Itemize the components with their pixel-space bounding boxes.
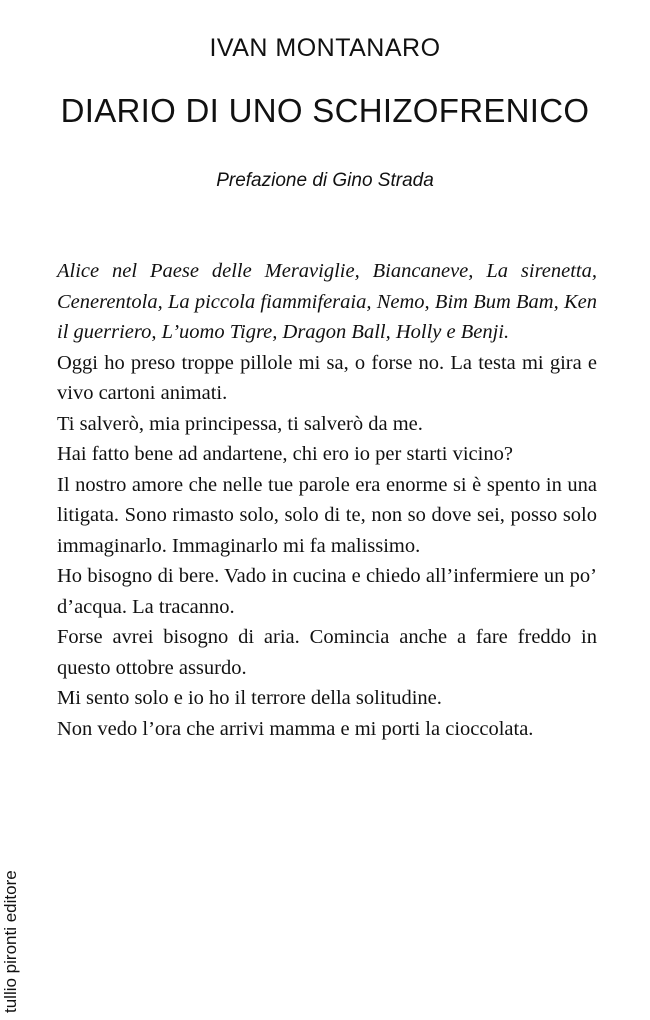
preface-credit: Prefazione di Gino Strada bbox=[216, 170, 434, 191]
paragraph-8: Non vedo l’ora che arrivi mamma e mi porti la cioccolata. bbox=[57, 717, 534, 740]
book-title: DIARIO DI UNO SCHIZOFRENICO bbox=[60, 92, 590, 129]
paragraph-4: Il nostro amore che nelle tue parole era enorme si è spento in una litigata. Sono rimasto solo, solo di te, non so dove sei, posso solo immaginarlo. Immaginarlo mi fa malissimo. bbox=[57, 473, 597, 557]
paragraph-1: Oggi ho preso troppe pillole mi sa, o forse no. La testa mi gira e vivo cartoni animati. bbox=[57, 351, 597, 404]
paragraph-2: Ti salverò, mia principessa, ti salverò da me. bbox=[57, 412, 423, 435]
paragraph-7: Mi sento solo e io ho il terrore della solitudine. bbox=[57, 687, 442, 709]
excerpt-text bbox=[57, 256, 597, 744]
paragraph-5: Ho bisogno di bere. Vado in cucina e chiedo all’infermiere un po’ d’acqua. La tracanno. bbox=[57, 565, 597, 618]
author-name: IVAN MONTANARO bbox=[209, 34, 441, 62]
paragraph-6: Forse avrei bisogno di aria. Comincia anche a fare freddo in questo ottobre assurdo. bbox=[57, 626, 597, 679]
paragraph-3: Hai fatto bene ad andartene, chi ero io per starti vicino? bbox=[57, 443, 513, 465]
publisher-imprint: tullio pironti editore bbox=[1, 870, 20, 1013]
cartoon-list: Alice nel Paese delle Meraviglie, Biancaneve, La sirenetta, Cenerentola, La piccola fiammiferaia, Nemo, Bim Bum Bam, Ken il guerriero, L’uomo Tigre, Dragon Ball, Holly e Benji. bbox=[57, 260, 597, 343]
